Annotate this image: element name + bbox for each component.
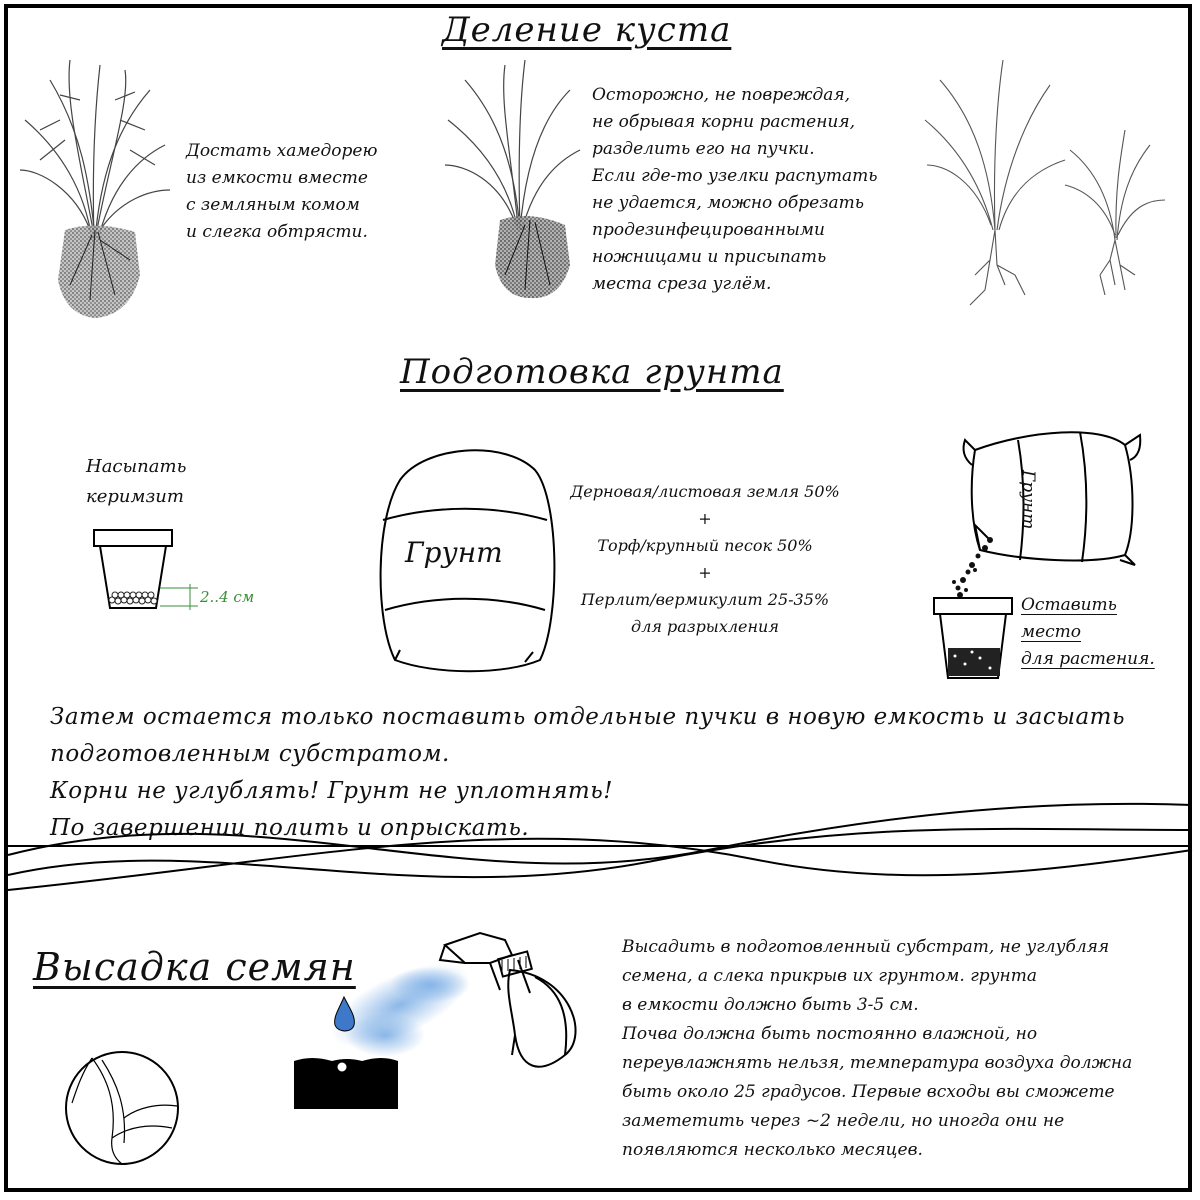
bag2-label: Грунт xyxy=(1018,470,1038,530)
water-drop-icon xyxy=(330,995,360,1035)
expanded-clay-text: Насыпать керимзит xyxy=(86,456,187,507)
leave-space-text: Оставить место для растения. xyxy=(1021,595,1155,669)
wave-divider xyxy=(8,800,1192,900)
seeds-text: Высадить в подготовленный субстрат, не углубляя семена, а слека прикрыв их грунтом. грунта в емкости должно быть 3-5 см. Почва должна быть постоянно влажной, но переувлажнять нельзя, температура воздуха должна быть около 25 градусов. Первые всходы вы сможете замететить через ~2 недели, но иногда они не появляются несколько месяцев. xyxy=(622,937,1133,1160)
soil-recipe: Дерновая/листовая земля 50% + Торф/крупный песок 50% + Перлит/вермикулит 25-35% для разрыхления xyxy=(570,482,840,636)
layer-height-label: 2..4 см xyxy=(200,588,255,606)
division-step2-text: Осторожно, не повреждая, не обрывая корни растения, разделить его на пучки. Если где-то узелки распутать не удается, можно обрезать продезинфецированными ножницами и присыпать места среза углём. xyxy=(592,85,878,294)
seed-tray-icon xyxy=(292,1055,402,1115)
root-ball-icon xyxy=(440,60,580,310)
seed-closeup-icon xyxy=(62,1048,182,1168)
division-step1-text: Достать хамедорею из емкости вместе с земляным комом и слегка обтрясти. xyxy=(186,141,378,242)
divided-plants-icon xyxy=(925,60,1165,310)
division-title: Деление куста xyxy=(442,10,732,50)
palm-plant-icon xyxy=(20,60,170,320)
seeds-title: Высадка семян xyxy=(33,945,356,989)
soil-title: Подготовка грунта xyxy=(400,352,784,392)
bag-label: Грунт xyxy=(405,536,503,569)
planting-text: Затем остается только поставить отдельные пучки в новую емкость и засыать подготовленным субстратом. Корни не углублять! Грунт не уплотнять! По завершении полить и опрыскать. xyxy=(50,704,1126,841)
